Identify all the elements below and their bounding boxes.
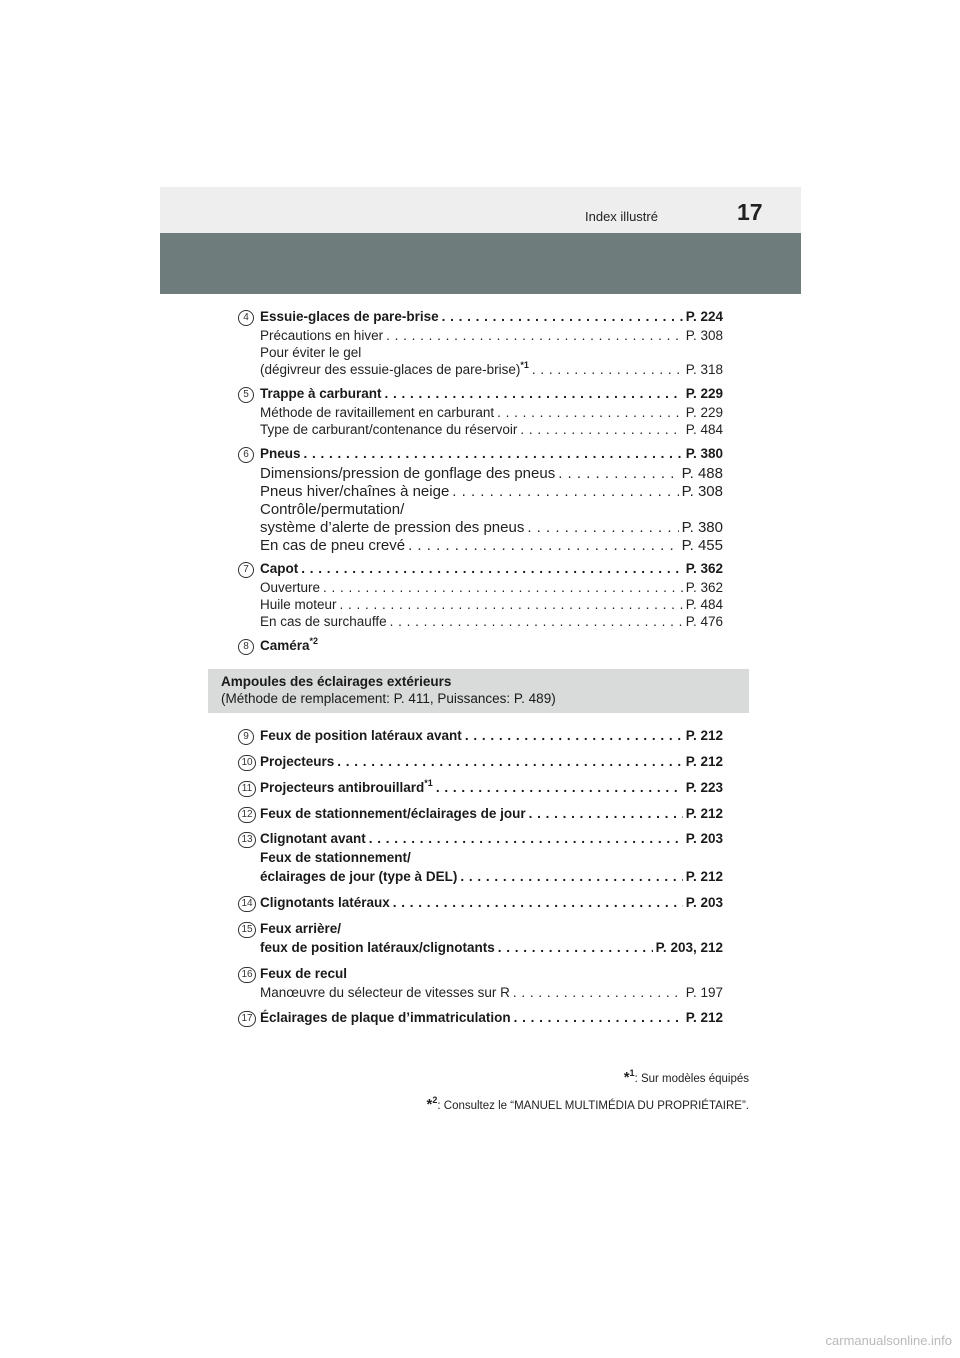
title-band [160,233,801,294]
index-entry-5 [238,386,723,439]
entry-subitem[interactable]: Huile moteur . . . P. 484 [260,597,723,614]
index-entry-17 [238,1010,723,1029]
page-ref: P. 380 [685,446,723,461]
footnote-marker: *1 [520,360,529,370]
footnote-1: *$^1$: Sur modèles équipés [623,1068,749,1086]
info-box-title: Ampoules des éclairages extérieurs [221,674,452,689]
page-ref: P. 212 [685,754,723,769]
callout-number: 16 [238,967,256,983]
entry-title-text: Feux de stationnement/ [260,850,411,865]
page-ref: P. 308 [681,483,723,500]
entry-title[interactable]: Feux de position latéraux avant . . . P. 212 [260,728,723,747]
page-ref: P. 197 [685,985,723,1000]
entry-title[interactable]: feux de position latéraux/clignotants . . . P. 203, 212 [260,940,723,959]
entry-subitem[interactable]: (dégivreur des essuie-glaces de pare-brise)$^{*1}$ . . . P. 318 [260,362,723,379]
footnote-marker: *1 [424,778,433,788]
page-ref: P. 229 [685,405,723,420]
index-entry-15 [238,921,723,959]
callout-number: 7 [238,562,254,578]
entry-title[interactable]: éclairages de jour (type à DEL) . . . P. 212 [260,869,723,888]
page-ref: P. 224 [685,309,723,324]
page-ref: P. 488 [681,465,723,482]
entry-subitem[interactable]: Pneus hiver/chaînes à neige . . . P. 308 [260,483,723,501]
entry-subitem[interactable]: Précautions en hiver . . . P. 308 [260,328,723,345]
page-ref: P. 484 [685,597,723,612]
callout-number: 6 [238,447,254,463]
index-entry-8 [238,638,723,657]
entry-title[interactable]: Caméra$^{*2}$ [260,636,319,653]
entry-title[interactable]: Pneus . . . P. 380 [260,446,723,465]
index-entry-10 [238,754,723,773]
page-ref: P. 212 [685,869,723,884]
page-ref: P. 223 [685,780,723,795]
entry-title[interactable]: Éclairages de plaque d’immatriculation . . . P. 212 [260,1010,723,1029]
footnote-marker: *2 [309,636,319,646]
callout-number: 17 [238,1011,256,1027]
page-ref: P. 308 [685,328,723,343]
callout-number: 14 [238,896,256,912]
header-band [160,187,801,233]
callout-number: 9 [238,729,254,745]
callout-number: 13 [238,832,256,848]
page-number: 17 [737,199,763,225]
page-ref: P. 318 [685,362,723,377]
entry-subitem-text: Pour éviter le gel [260,345,362,360]
index-entry-4 [238,309,723,379]
entry-title-text: Feux arrière/ [260,921,342,936]
index-entry-16 [238,966,723,1002]
entry-subitem-text: Contrôle/permutation/ [260,501,405,518]
entry-title[interactable]: Trappe à carburant . . . P. 229 [260,386,723,405]
entry-title[interactable]: Feux de stationnement/éclairages de jour . . . P. 212 [260,806,723,825]
entry-title[interactable]: Projecteurs antibrouillard$^{*1}$ . . . P. 223 [260,780,723,799]
footnote-2: *$^2$: Consultez le “MANUEL MULTIMÉDIA DU PROPRIÉTAIRE”. [426,1095,749,1113]
page-ref: P. 212 [685,806,723,821]
index-entry-11 [238,780,723,799]
watermark: carmanualsonline.info [825,1333,952,1348]
index-entry-13 [238,831,723,888]
entry-title[interactable]: Capot . . . P. 362 [260,561,723,580]
entry-subitem[interactable]: Dimensions/pression de gonflage des pneus . . . P. 488 [260,465,723,483]
info-box-subtitle: (Méthode de remplacement: P. 411, Puissances: P. 489) [221,691,556,706]
page-ref: P. 484 [685,422,723,437]
index-entry-12 [238,806,723,825]
page-ref: P. 212 [685,1010,723,1025]
page-ref: P. 380 [681,519,723,536]
entry-subitem[interactable]: Ouverture . . . P. 362 [260,580,723,597]
callout-number: 4 [238,310,254,326]
entry-subitem[interactable]: En cas de surchauffe . . . P. 476 [260,614,723,631]
entry-subitem[interactable]: système d’alerte de pression des pneus . . . P. 380 [260,519,723,537]
page-ref: P. 212 [685,728,723,743]
entry-subitem[interactable]: En cas de pneu crevé . . . P. 455 [260,537,723,555]
callout-number: 8 [238,639,254,655]
section-title: Index illustré [585,209,658,224]
entry-title[interactable]: Projecteurs . . . P. 212 [260,754,723,773]
callout-number: 5 [238,387,254,403]
callout-number: 15 [238,922,256,938]
entry-subitem[interactable]: Type de carburant/contenance du réservoir . . . P. 484 [260,422,723,439]
callout-number: 12 [238,807,256,823]
entry-title-text: Feux de recul [260,966,348,981]
callout-number: 11 [238,781,256,797]
info-box [208,669,749,713]
entry-title[interactable]: Essuie-glaces de pare-brise . . . P. 224 [260,309,723,328]
page-ref: P. 476 [685,614,723,629]
index-entry-6 [238,446,723,555]
index-entry-7 [238,561,723,631]
index-entry-9 [238,728,723,747]
page-ref: P. 362 [685,580,723,595]
page-ref: P. 455 [681,537,723,554]
page-ref: P. 203 [685,831,723,846]
page-ref: P. 203 [685,895,723,910]
entry-title[interactable]: Clignotant avant . . . P. 203 [260,831,723,850]
entry-subitem[interactable]: Méthode de ravitaillement en carburant . . . P. 229 [260,405,723,422]
entry-subitem[interactable]: Manœuvre du sélecteur de vitesses sur R . . . P. 197 [260,985,723,1002]
page-ref: P. 229 [685,386,723,401]
entry-title[interactable]: Clignotants latéraux . . . P. 203 [260,895,723,914]
callout-number: 10 [238,755,256,771]
index-entry-14 [238,895,723,914]
page-ref: P. 203, 212 [655,940,723,955]
page-ref: P. 362 [685,561,723,576]
